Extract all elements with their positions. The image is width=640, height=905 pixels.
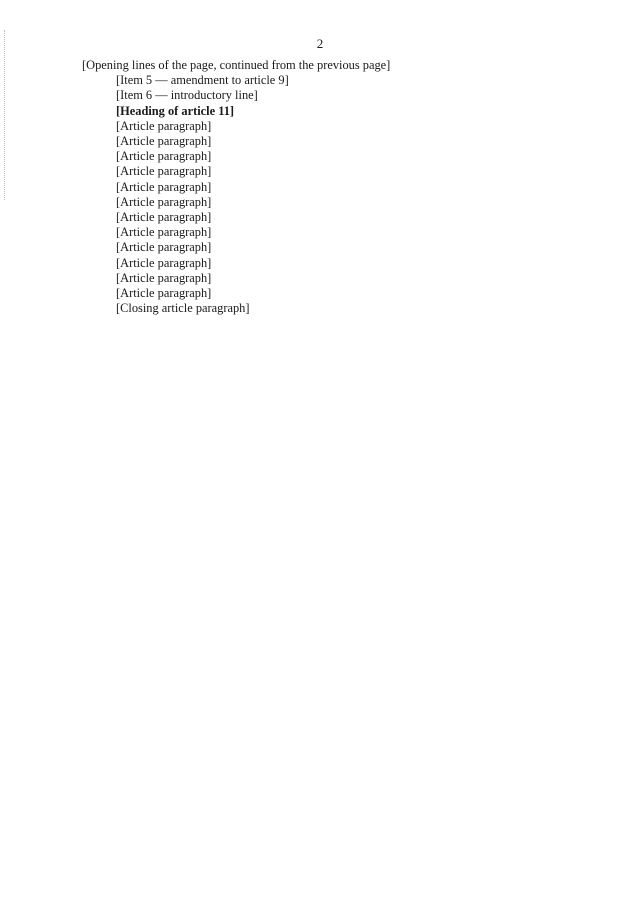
paragraph: [Item 6 — introductory line] (116, 88, 258, 103)
paragraph: [Article paragraph] (116, 149, 212, 164)
scan-margin-marks (4, 30, 7, 200)
paragraph: [Article paragraph] (116, 194, 212, 209)
paragraph: [Article paragraph] (116, 179, 212, 194)
document-body (82, 58, 600, 316)
paragraph: [Article paragraph] (116, 225, 212, 240)
paragraph: [Article paragraph] (116, 240, 212, 255)
paragraph: [Article paragraph] (116, 255, 212, 270)
paragraph: [Article paragraph] (116, 118, 212, 133)
article-heading: [Heading of article 11] (116, 103, 235, 118)
paragraph: [Article paragraph] (116, 270, 212, 285)
paragraph: [Article paragraph] (116, 286, 212, 301)
paragraph: [Item 5 — amendment to article 9] (116, 73, 289, 88)
page-number: 2 (316, 36, 324, 51)
paragraph: [Closing article paragraph] (116, 301, 250, 316)
paragraph: [Article paragraph] (116, 134, 212, 149)
paragraph: [Article paragraph] (116, 164, 212, 179)
paragraph: [Article paragraph] (116, 210, 212, 225)
paragraph: [Opening lines of the page, continued from the previous page] (82, 58, 391, 72)
